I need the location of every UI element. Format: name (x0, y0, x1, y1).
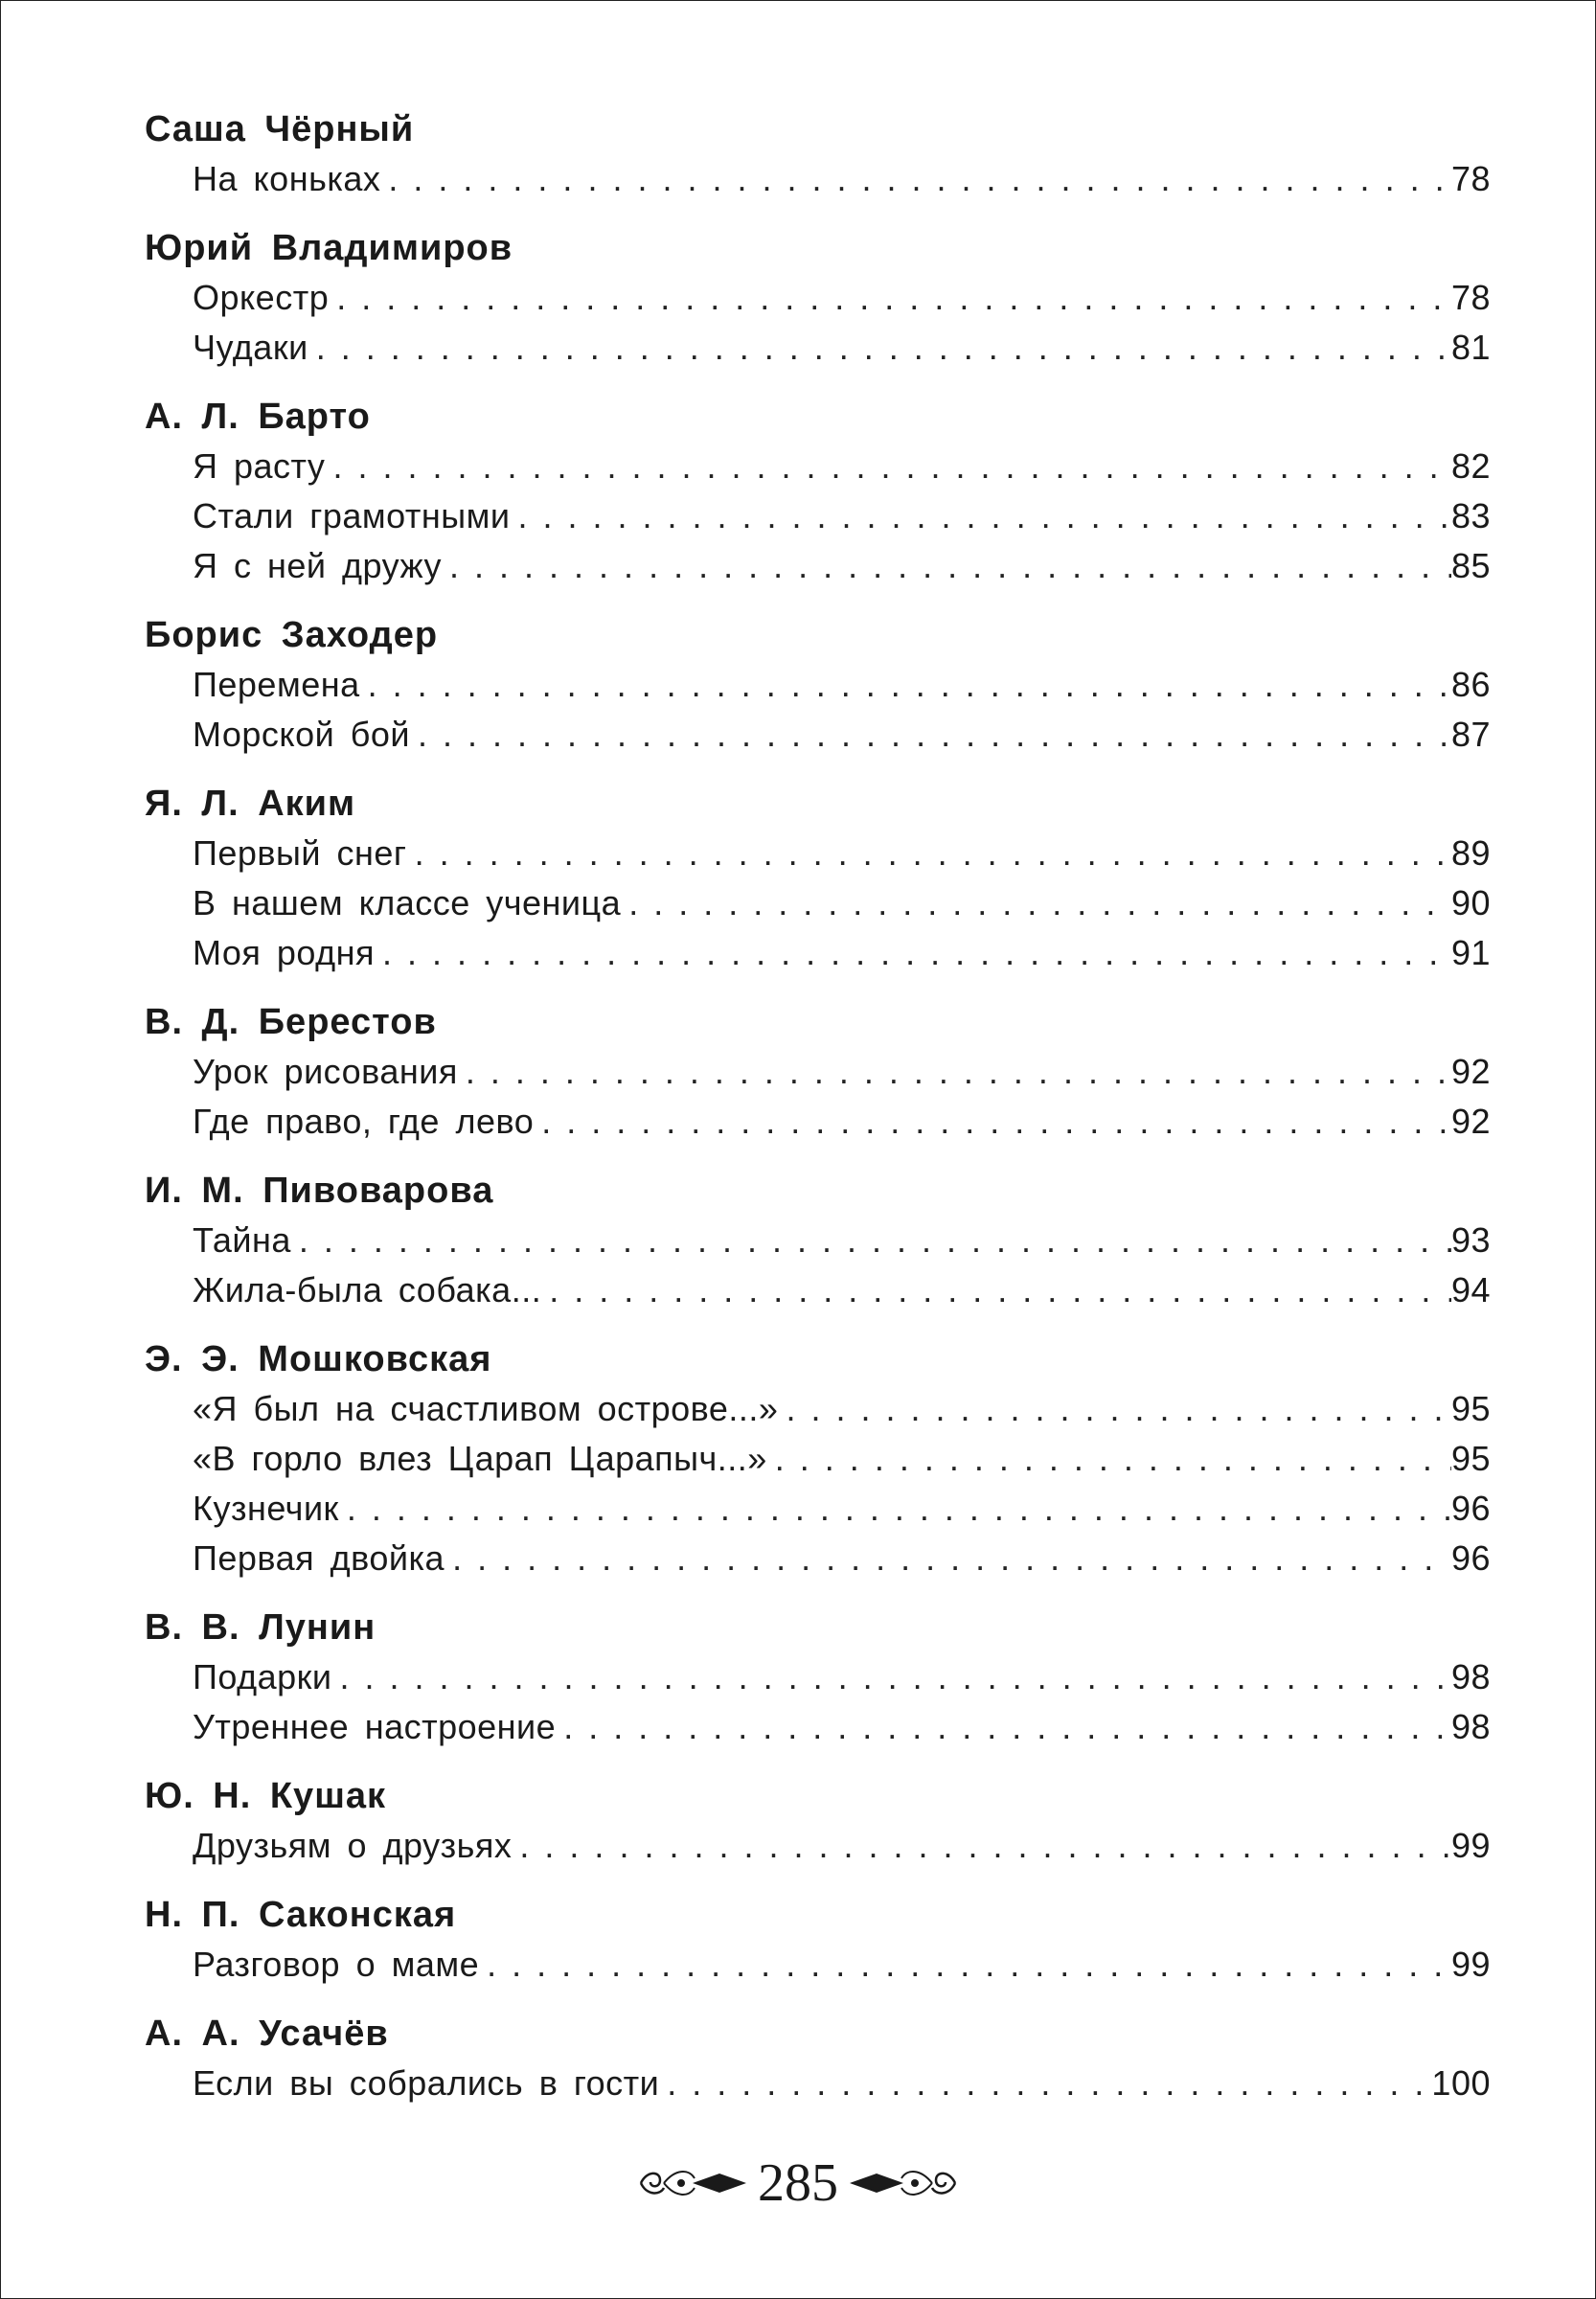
toc-entry (193, 878, 1491, 928)
entry-title: Перемена (193, 665, 360, 704)
toc-entry (193, 1821, 1491, 1871)
entry-title: Где право, где лево (193, 1102, 535, 1141)
dot-leader (510, 491, 1450, 541)
entry-title: Я расту (193, 446, 326, 486)
entry-title: Оркестр (193, 278, 330, 317)
dot-leader (375, 928, 1451, 978)
toc-entry (193, 1702, 1491, 1752)
dot-leader (767, 1434, 1451, 1484)
entry-page-number: 99 (1450, 1826, 1491, 1865)
entry-page-number: 96 (1450, 1489, 1491, 1528)
entry-title: «В горло влез Царап Царапыч...» (193, 1439, 767, 1478)
author-heading: Я. Л. Аким (145, 784, 356, 824)
toc-section (145, 1771, 1491, 1871)
toc-entry (193, 1265, 1491, 1315)
toc-entry (193, 1216, 1491, 1265)
entry-title: В нашем классе ученица (193, 883, 622, 922)
dot-leader (325, 442, 1451, 491)
dot-leader (339, 1484, 1451, 1534)
toc-entry (193, 660, 1491, 710)
dot-leader (442, 541, 1451, 591)
toc-section (145, 1334, 1491, 1583)
entry-page-number: 85 (1450, 546, 1491, 585)
toc-entry (193, 829, 1491, 878)
entry-page-number: 78 (1450, 278, 1491, 317)
entry-title: Чудаки (193, 328, 308, 367)
dot-leader (621, 878, 1451, 928)
dot-leader (332, 1652, 1451, 1702)
entry-page-number: 94 (1450, 1270, 1491, 1309)
entry-title: Первый снег (193, 833, 407, 873)
entry-title: Урок рисования (193, 1052, 458, 1091)
entry-title: Я с ней дружу (193, 546, 443, 585)
toc-entry (193, 928, 1491, 978)
entry-title: «Я был на счастливом острове...» (193, 1389, 779, 1428)
entry-page-number: 92 (1450, 1102, 1491, 1141)
toc-entry (193, 491, 1491, 541)
dot-leader (360, 660, 1451, 710)
entry-title: Разговор о маме (193, 1945, 480, 1984)
author-heading: Э. Э. Мошковская (145, 1339, 492, 1379)
table-of-contents (145, 104, 1491, 2128)
entry-page-number: 95 (1450, 1439, 1491, 1478)
toc-entry (193, 323, 1491, 373)
toc-entry (193, 1047, 1491, 1097)
dot-leader (778, 1384, 1451, 1434)
entry-page-number: 86 (1450, 665, 1491, 704)
entry-title: Первая двойка (193, 1538, 445, 1578)
author-heading: Борис Заходер (145, 615, 439, 655)
author-heading: В. Д. Берестов (145, 1002, 437, 1042)
toc-entry (193, 442, 1491, 491)
toc-entry (193, 2059, 1491, 2108)
toc-section (145, 104, 1491, 204)
dot-leader (329, 273, 1451, 323)
entry-page-number: 99 (1450, 1945, 1491, 1984)
entry-title: Утреннее настроение (193, 1707, 557, 1746)
toc-section (145, 223, 1491, 373)
entry-title: Морской бой (193, 715, 410, 754)
toc-section (145, 1603, 1491, 1752)
entry-page-number: 93 (1450, 1220, 1491, 1260)
toc-entry (193, 1384, 1491, 1434)
author-heading: А. Л. Барто (145, 397, 371, 437)
toc-section (145, 392, 1491, 591)
toc-section (145, 2009, 1491, 2108)
toc-entry (193, 1097, 1491, 1147)
toc-entry (193, 1652, 1491, 1702)
entry-title: На коньках (193, 159, 381, 198)
dot-leader (308, 323, 1451, 373)
entry-page-number: 83 (1450, 496, 1491, 535)
right-ornament-icon (844, 2161, 959, 2205)
toc-section (145, 997, 1491, 1147)
toc-entry (193, 541, 1491, 591)
entry-page-number: 98 (1450, 1657, 1491, 1696)
entry-title: Моя родня (193, 933, 376, 972)
toc-section (145, 1890, 1491, 1990)
author-heading: Саша Чёрный (145, 109, 415, 149)
page-number: 285 (758, 2153, 838, 2213)
entry-page-number: 98 (1450, 1707, 1491, 1746)
dot-leader (659, 2059, 1431, 2108)
toc-entry (193, 1534, 1491, 1583)
entry-page-number: 100 (1431, 2063, 1491, 2103)
dot-leader (445, 1534, 1451, 1583)
entry-page-number: 96 (1450, 1538, 1491, 1578)
entry-title: Подарки (193, 1657, 332, 1696)
dot-leader (410, 710, 1451, 760)
entry-page-number: 82 (1450, 446, 1491, 486)
author-heading: А. А. Усачёв (145, 2014, 389, 2054)
entry-page-number: 89 (1450, 833, 1491, 873)
toc-entry (193, 154, 1491, 204)
entry-title: Друзьям о друзьях (193, 1826, 513, 1865)
left-ornament-icon (637, 2161, 752, 2205)
entry-title: Тайна (193, 1220, 291, 1260)
dot-leader (556, 1702, 1451, 1752)
toc-entry (193, 710, 1491, 760)
entry-page-number: 78 (1450, 159, 1491, 198)
dot-leader (407, 829, 1451, 878)
entry-page-number: 87 (1450, 715, 1491, 754)
dot-leader (380, 154, 1451, 204)
entry-title: Кузнечик (193, 1489, 339, 1528)
toc-section (145, 779, 1491, 978)
dot-leader (479, 1940, 1451, 1990)
author-heading: В. В. Лунин (145, 1607, 376, 1648)
dot-leader (541, 1265, 1451, 1315)
page-footer (1, 2154, 1595, 2212)
dot-leader (458, 1047, 1451, 1097)
toc-entry (193, 273, 1491, 323)
dot-leader (512, 1821, 1451, 1871)
entry-title: Стали грамотными (193, 496, 511, 535)
entry-page-number: 90 (1450, 883, 1491, 922)
dot-leader (291, 1216, 1451, 1265)
toc-entry (193, 1484, 1491, 1534)
entry-page-number: 81 (1450, 328, 1491, 367)
author-heading: Н. П. Саконская (145, 1895, 457, 1935)
toc-entry (193, 1940, 1491, 1990)
author-heading: Юрий Владимиров (145, 228, 513, 268)
entry-title: Если вы собрались в гости (193, 2063, 660, 2103)
entry-page-number: 91 (1450, 933, 1491, 972)
toc-section (145, 610, 1491, 760)
author-heading: И. М. Пивоварова (145, 1171, 494, 1211)
toc-entry (193, 1434, 1491, 1484)
entry-title: Жила-была собака... (193, 1270, 542, 1309)
entry-page-number: 95 (1450, 1389, 1491, 1428)
toc-section (145, 1166, 1491, 1315)
dot-leader (534, 1097, 1451, 1147)
entry-page-number: 92 (1450, 1052, 1491, 1091)
author-heading: Ю. Н. Кушак (145, 1776, 387, 1816)
